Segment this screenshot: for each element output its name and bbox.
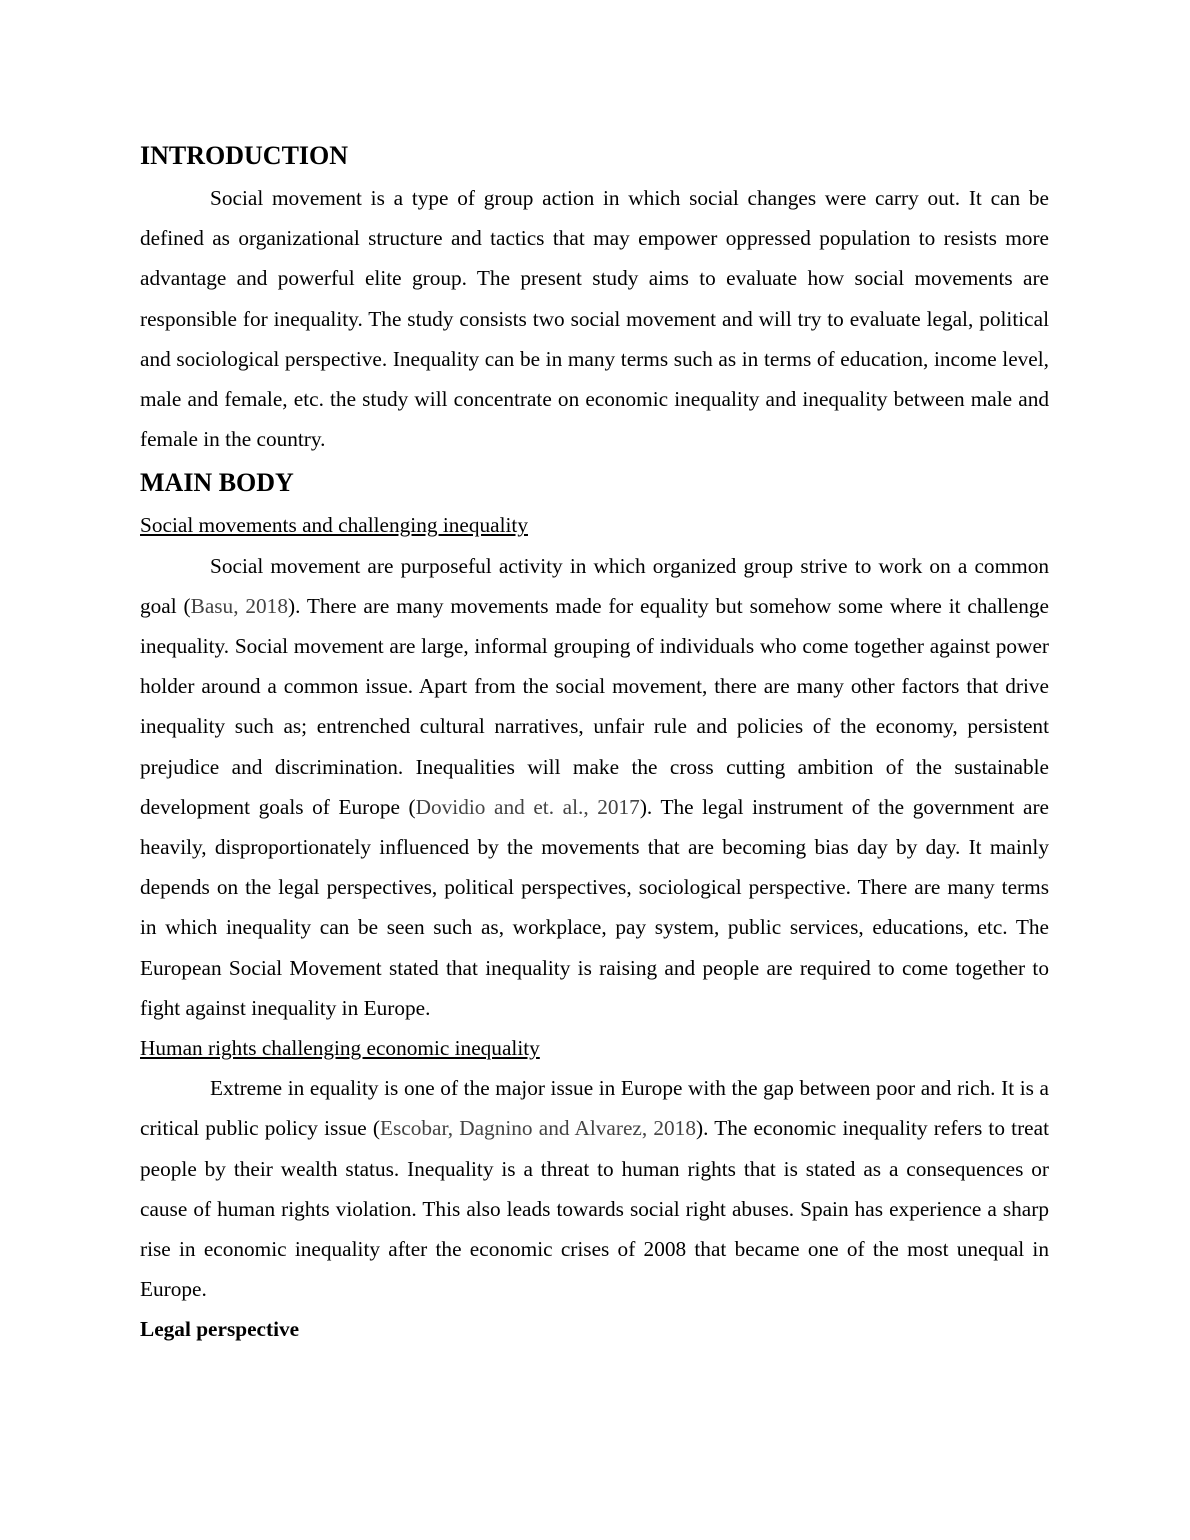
text-span: Extreme in equality is one of the major issue in Europe with the gap between poor and rich. It is a critical public policy issue ( — [140, 1076, 1049, 1141]
text-span: Social movement are purposeful activity in which organized group strive to work on a common goal ( — [140, 553, 1049, 618]
main-body-heading: MAIN BODY — [140, 468, 294, 498]
introduction-paragraph: Social movement is a type of group action in which social changes were carry out. It can be defined as organizational structure and tactics that may empower oppressed population to resists more advantage and powerful elite group. The present study aims to evaluate how social movements are responsible for inequality. The study consists two social movement and will try to evaluate legal, political and sociological perspective. Inequality can be in many terms such as in terms of education, income level, male and female, etc. the study will concentrate on economic inequality and inequality between male and female in the country. — [140, 186, 1049, 452]
section-title-legal-perspective: Legal perspective — [140, 1317, 300, 1342]
citation-basu: Basu, 2018 — [190, 593, 288, 618]
citation-escobar: Escobar, Dagnino and Alvarez, 2018 — [379, 1116, 696, 1141]
citation-dovidio: Dovidio and et. al., 2017 — [415, 794, 640, 819]
text-span: ). The legal instrument of the government are heavily, disproportionately influenced by the movements that are becoming bias day by day. It mainly depends on the legal perspectives, political perspectives, sociological perspective. There are many terms in which inequality can be seen such as, workplace, pay system, public services, educations, etc. The European Social Movement stated that inequality is raising and people are required to come together to fight against inequality in Europe. — [140, 794, 1049, 1020]
human-rights-paragraph — [140, 1068, 1049, 1309]
text-span: ). The economic inequality refers to treat people by their wealth status. Inequality is a threat to human rights that is stated as a consequences or cause of human rights violation. This also leads towards social right abuses. Spain has experience a sharp rise in economic inequality after the economic crises of 2008 that became one of the most unequal in Europe. — [140, 1116, 1049, 1302]
text-span: ). There are many movements made for equality but somehow some where it challenge inequality. Social movement are large, informal grouping of individuals who come together against power holder around a common issue. Apart from the social movement, there are many other factors that drive inequality such as; entrenched cultural narratives, unfair rule and policies of the economy, persistent prejudice and discrimination. Inequalities will make the cross cutting ambition of the sustainable development goals of Europe ( — [140, 593, 1049, 819]
document-page — [140, 138, 1049, 1350]
section-title-social-movements: Social movements and challenging inequality — [140, 513, 528, 538]
social-movements-paragraph — [140, 546, 1049, 1028]
introduction-heading: INTRODUCTION — [140, 141, 349, 170]
section-title-human-rights: Human rights challenging economic inequality — [140, 1036, 540, 1061]
